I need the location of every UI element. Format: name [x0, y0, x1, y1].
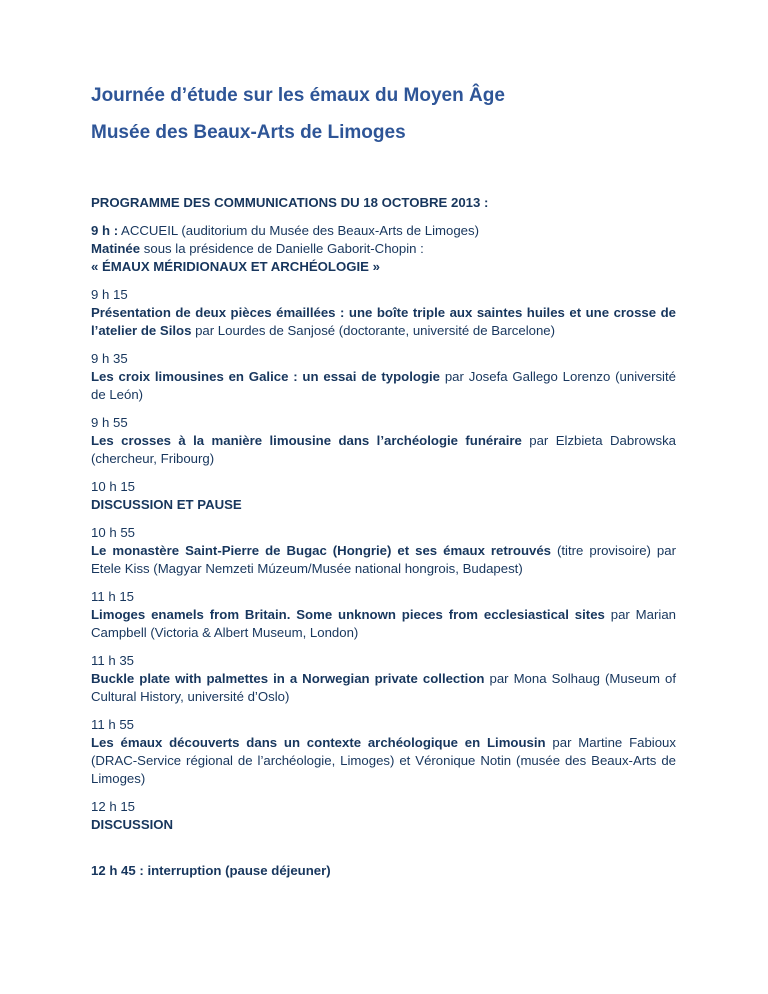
session-time: 10 h 55 [91, 525, 135, 540]
session-speaker: par Marian Campbell (Victoria & Albert Museum, London) [91, 607, 676, 640]
session-speaker: (titre provisoire) par Etele Kiss (Magyar Nemzeti Múzeum/Musée national hongrois, Budapest) [91, 543, 676, 576]
session-item [91, 652, 676, 706]
document-title: Journée d’étude sur les émaux du Moyen Âge [91, 85, 505, 106]
session-speaker: par Josefa Gallego Lorenzo (université de León) [91, 369, 676, 402]
session-theme: « ÉMAUX MÉRIDIONAUX ET ARCHÉOLOGIE » [91, 259, 380, 274]
session-title: Buckle plate with palmettes in a Norwegian private collection [91, 671, 485, 686]
document-subtitle: Musée des Beaux-Arts de Limoges [91, 122, 406, 143]
session-item [91, 350, 676, 404]
session-item [91, 588, 676, 642]
session-title: Présentation de deux pièces émaillées : une boîte triple aux saintes huiles et une crosse de l’atelier de Silos [91, 305, 676, 338]
session-time: 9 h 35 [91, 351, 128, 366]
session-title: Le monastère Saint-Pierre de Bugac (Hongrie) et ses émaux retrouvés [91, 543, 551, 558]
programme-heading: PROGRAMME DES COMMUNICATIONS DU 18 OCTOBRE 2013 : [91, 195, 489, 210]
matinee-label: Matinée [91, 241, 141, 256]
session-time: 11 h 15 [91, 589, 135, 604]
session-speaker: par Lourdes de Sanjosé (doctorante, université de Barcelone) [191, 323, 556, 338]
session-title: Limoges enamels from Britain. Some unknown pieces from ecclesiastical sites [91, 607, 605, 622]
session-item [91, 414, 676, 468]
session-time: 9 h 55 [91, 415, 128, 430]
session-item [91, 286, 676, 340]
session-item [91, 798, 676, 834]
programme-content [91, 194, 676, 880]
session-speaker: par Martine Fabioux (DRAC-Service régional de l’archéologie, Limoges) et Véronique Notin (musée des Beaux-Arts de Limoges) [91, 735, 676, 786]
opening-line [91, 222, 676, 240]
opening-text: ACCUEIL (auditorium du Musée des Beaux-Arts de Limoges) [118, 223, 479, 238]
matinee-text: sous la présidence de Danielle Gaborit-Chopin : [140, 241, 424, 256]
session-item [91, 478, 676, 514]
session-title: DISCUSSION [91, 817, 174, 832]
session-title: Les émaux découverts dans un contexte archéologique en Limousin [91, 735, 546, 750]
session-speaker: par Mona Solhaug (Museum of Cultural History, université d’Oslo) [91, 671, 676, 704]
opening-block [91, 222, 676, 276]
session-item [91, 524, 676, 578]
session-title: DISCUSSION ET PAUSE [91, 497, 242, 512]
matinee-line [91, 240, 676, 258]
session-time: 11 h 55 [91, 717, 135, 732]
session-time: 11 h 35 [91, 653, 135, 668]
session-title: Les croix limousines en Galice : un essai de typologie [91, 369, 441, 384]
session-time: 10 h 15 [91, 479, 135, 494]
session-speaker: par Elzbieta Dabrowska (chercheur, Fribourg) [91, 433, 676, 466]
session-item [91, 716, 676, 788]
session-time: 9 h 15 [91, 287, 128, 302]
session-time: 12 h 15 [91, 799, 135, 814]
opening-time: 9 h : [91, 223, 119, 238]
session-title: Les crosses à la manière limousine dans l’archéologie funéraire [91, 433, 522, 448]
lunch-interruption: 12 h 45 : interruption (pause déjeuner) [91, 863, 331, 878]
